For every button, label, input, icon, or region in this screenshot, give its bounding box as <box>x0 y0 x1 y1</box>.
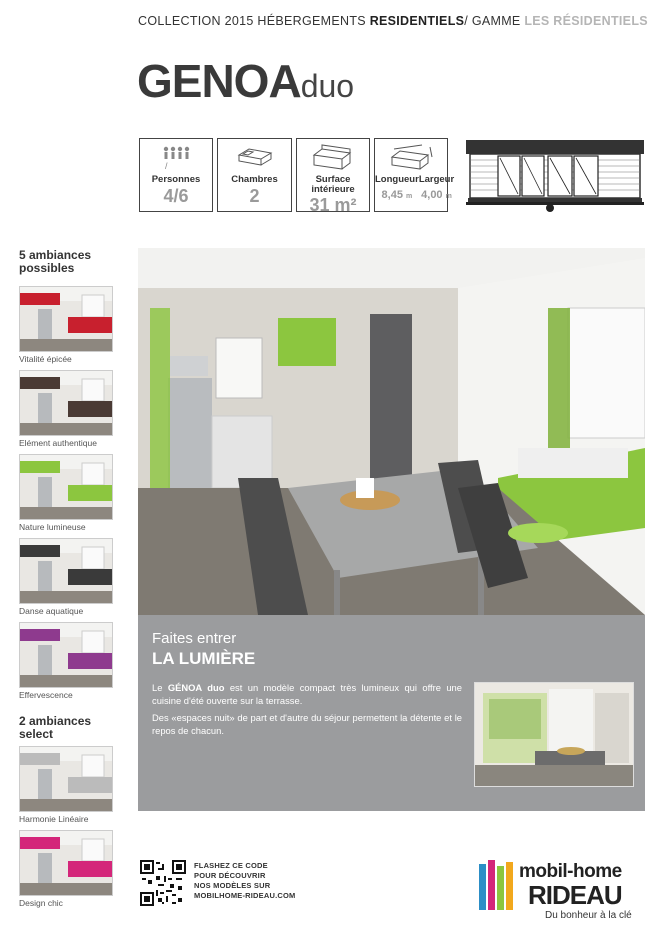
spec-value: 4/6 <box>163 185 189 206</box>
brand-bars-icon <box>479 860 519 912</box>
ambiance-thumbnail[interactable] <box>19 746 113 812</box>
panel-paragraph-2: Des «espaces nuit» de part et d'autre du séjour permettent la détente et le repos de chacun. <box>152 712 462 736</box>
spec-label: Chambres <box>231 174 278 185</box>
panel-text: est un modèle compact très lumineux qui offre une cuisine d'été ouverte sur la terrasse. <box>152 682 462 706</box>
qr-caption-line: POUR DÉCOUVRIR <box>194 871 266 880</box>
spec-label-width: Largeur <box>418 174 455 185</box>
spec-bedrooms <box>217 138 292 212</box>
model-name: GENOA <box>137 55 301 107</box>
ambiance-label: Vitalité épicée <box>19 354 72 364</box>
spec-value: 31 m² <box>309 195 357 215</box>
ambiance-label: Danse aquatique <box>19 606 84 616</box>
panel-paragraph-1 <box>152 681 462 707</box>
spec-value: 2 <box>249 185 260 206</box>
panel-kicker: Faites entrer <box>152 630 237 647</box>
spec-label: Surface intérieure <box>311 174 355 195</box>
ambiance-thumbnail[interactable] <box>19 454 113 520</box>
brand-tagline: Du bonheur à la clé <box>545 910 632 921</box>
ambiance-thumbnail[interactable] <box>19 830 113 896</box>
panel-body <box>152 681 462 741</box>
terrace-inset-photo <box>474 682 634 787</box>
bed-icon <box>218 139 291 175</box>
ambiance-thumbnail[interactable] <box>19 538 113 604</box>
qr-caption-line: FLASHEZ CE CODE <box>194 861 268 870</box>
brand-name-top: mobil-home <box>519 861 622 882</box>
spec-surface <box>296 138 370 215</box>
surface-icon <box>297 139 369 175</box>
spec-persons <box>139 138 213 212</box>
spec-unit: m <box>406 192 413 200</box>
spec-label-length: Longueur <box>375 174 419 185</box>
facade-drawing <box>464 138 646 214</box>
description-panel <box>138 615 645 811</box>
collection-separator: / GAMME <box>464 14 525 28</box>
collection-prefix: COLLECTION 2015 HÉBERGEMENTS <box>138 14 370 28</box>
spec-label: Personnes <box>151 174 201 185</box>
people-icon <box>140 139 212 175</box>
brand-name-bottom: RIDEAU <box>528 880 622 910</box>
collection-header <box>138 14 653 28</box>
ambiance-label: Design chic <box>19 898 63 908</box>
spec-unit: m <box>445 192 452 200</box>
qr-caption-line: NOS MODÈLES SUR <box>194 881 271 890</box>
collection-range: LES RÉSIDENTIELS <box>524 14 648 28</box>
ambiances-title: 5 ambiances possibles <box>19 248 92 275</box>
collection-category: RESIDENTIELS <box>369 14 465 28</box>
qr-caption <box>194 861 296 901</box>
ambiance-thumbnail[interactable] <box>19 622 113 688</box>
ambiance-label: Harmonie Linéaire <box>19 814 89 824</box>
panel-text: Le <box>152 682 168 693</box>
model-suffix: duo <box>300 68 355 104</box>
qr-code[interactable] <box>140 860 186 906</box>
qr-caption-url[interactable]: MOBILHOME-RIDEAU.COM <box>194 891 296 900</box>
spec-dimensions <box>374 138 455 212</box>
panel-title: LA LUMIÈRE <box>152 649 256 668</box>
ambiance-thumbnail[interactable] <box>19 370 113 436</box>
spec-value-width: 4,00 <box>421 188 443 201</box>
spec-value-length: 8,45 <box>381 188 403 201</box>
panel-model-name: GÉNOA duo <box>167 682 225 693</box>
main-interior-photo <box>138 248 645 615</box>
model-title <box>137 55 355 107</box>
dimensions-icon <box>375 139 447 175</box>
ambiance-label: Nature lumineuse <box>19 522 86 532</box>
select-title: 2 ambiances select <box>19 714 92 741</box>
ambiance-label: Effervescence <box>19 690 73 700</box>
ambiance-thumbnail[interactable] <box>19 286 113 352</box>
svg-text:/: / <box>165 161 168 170</box>
ambiance-label: Elément authentique <box>19 438 97 448</box>
